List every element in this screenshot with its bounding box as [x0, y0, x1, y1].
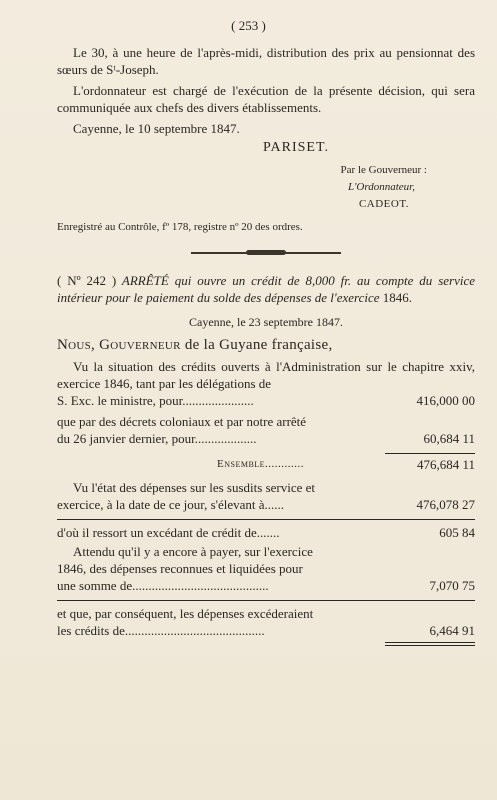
arrete-number: ( Nº 242 ) [57, 273, 117, 288]
row-decrets-label: du 26 janvier dernier, pour................... [57, 431, 257, 446]
row-credits-label: les crédits de........................................... [57, 623, 265, 638]
row-ensemble-label: Ensemble............ [217, 458, 305, 470]
row-ministre-amount: 416,000 00 [416, 393, 475, 408]
row-ensemble-amount: 476,684 11 [385, 453, 475, 473]
par-le-gouverneur: Par le Gouverneur : [340, 164, 427, 176]
row-credits-amount: 6,464 91 [429, 623, 475, 638]
row-excedant [57, 524, 475, 541]
signature-pariset: PARISET. [263, 140, 329, 155]
row-ministre [57, 392, 475, 409]
document-body [57, 44, 475, 646]
page-number: ( 253 ) [231, 18, 266, 33]
paragraph-prize-distribution: Le 30, à une heure de l'après-midi, distribution des prix au pensionnat des sœurs de Sᵗ-Joseph. [57, 45, 475, 77]
nous-gouverneur-rest: de la Guyane française, [184, 337, 333, 353]
row-excedant-amount: 605 84 [439, 525, 475, 540]
attendu-text-1: Attendu qu'il y a encore à payer, sur l'exercice [73, 544, 313, 559]
paragraph-ordonnateur-charge: L'ordonnateur est chargé de l'exécution de la présente décision, qui sera communiquée aux chefs des divers établissements. [57, 83, 475, 115]
row-ministre-label: S. Exc. le ministre, pour...................... [57, 393, 254, 408]
date-line-1: Cayenne, le 10 septembre 1847. [73, 121, 240, 136]
arrete-title [57, 272, 475, 306]
arrete-title-year: 1846. [382, 290, 413, 305]
date-line-2: Cayenne, le 23 septembre 1847. [189, 315, 343, 329]
ornamental-divider [191, 250, 341, 256]
consequence-text: et que, par conséquent, les dépenses excéderaient [57, 606, 314, 621]
row-decrets-amount: 60,684 11 [423, 431, 475, 446]
arrete-title-text: ARRÊTÉ qui ouvre un crédit de 8,000 fr. au compte du service intérieur pour le paiement du solde des dépenses de l'exercice [57, 273, 476, 305]
row-somme-label: une somme de.......................................... [57, 578, 269, 593]
total-double-rule [385, 642, 475, 646]
nous-gouverneur-label: Nous, Gouverneur [57, 337, 181, 353]
row-depenses-label: exercice, à la date de ce jour, s'élevant à...... [57, 497, 285, 512]
row-excedant-label: d'où il ressort un excédant de crédit de....... [57, 525, 280, 540]
row-decrets [57, 430, 475, 447]
row-somme-amount: 7,070 75 [429, 578, 475, 593]
attendu-text-2: 1846, des dépenses reconnues et liquidées pour [57, 561, 303, 576]
vu-decrets-text: que par des décrets coloniaux et par notre arrêté [57, 414, 307, 429]
row-somme [57, 577, 475, 594]
divider-2 [57, 600, 475, 601]
divider [57, 519, 475, 520]
signature-cadeot: CADEOT. [358, 198, 409, 210]
registration-note: Enregistré au Contrôle, fº 178, registre nº 20 des ordres. [57, 221, 303, 233]
l-ordonnateur: L'Ordonnateur, [347, 181, 415, 193]
row-credits [57, 622, 475, 639]
row-depenses-amount: 476,078 27 [416, 497, 475, 512]
vu-situation-text: Vu la situation des crédits ouverts à l'Administration sur le chapitre xxiv, exercice 1846, tant par les délégations de [57, 359, 475, 391]
nous-gouverneur [57, 337, 475, 354]
row-ensemble [57, 453, 475, 473]
row-depenses [57, 496, 475, 513]
vu-depenses-text: Vu l'état des dépenses sur les susdits service et [73, 480, 316, 495]
